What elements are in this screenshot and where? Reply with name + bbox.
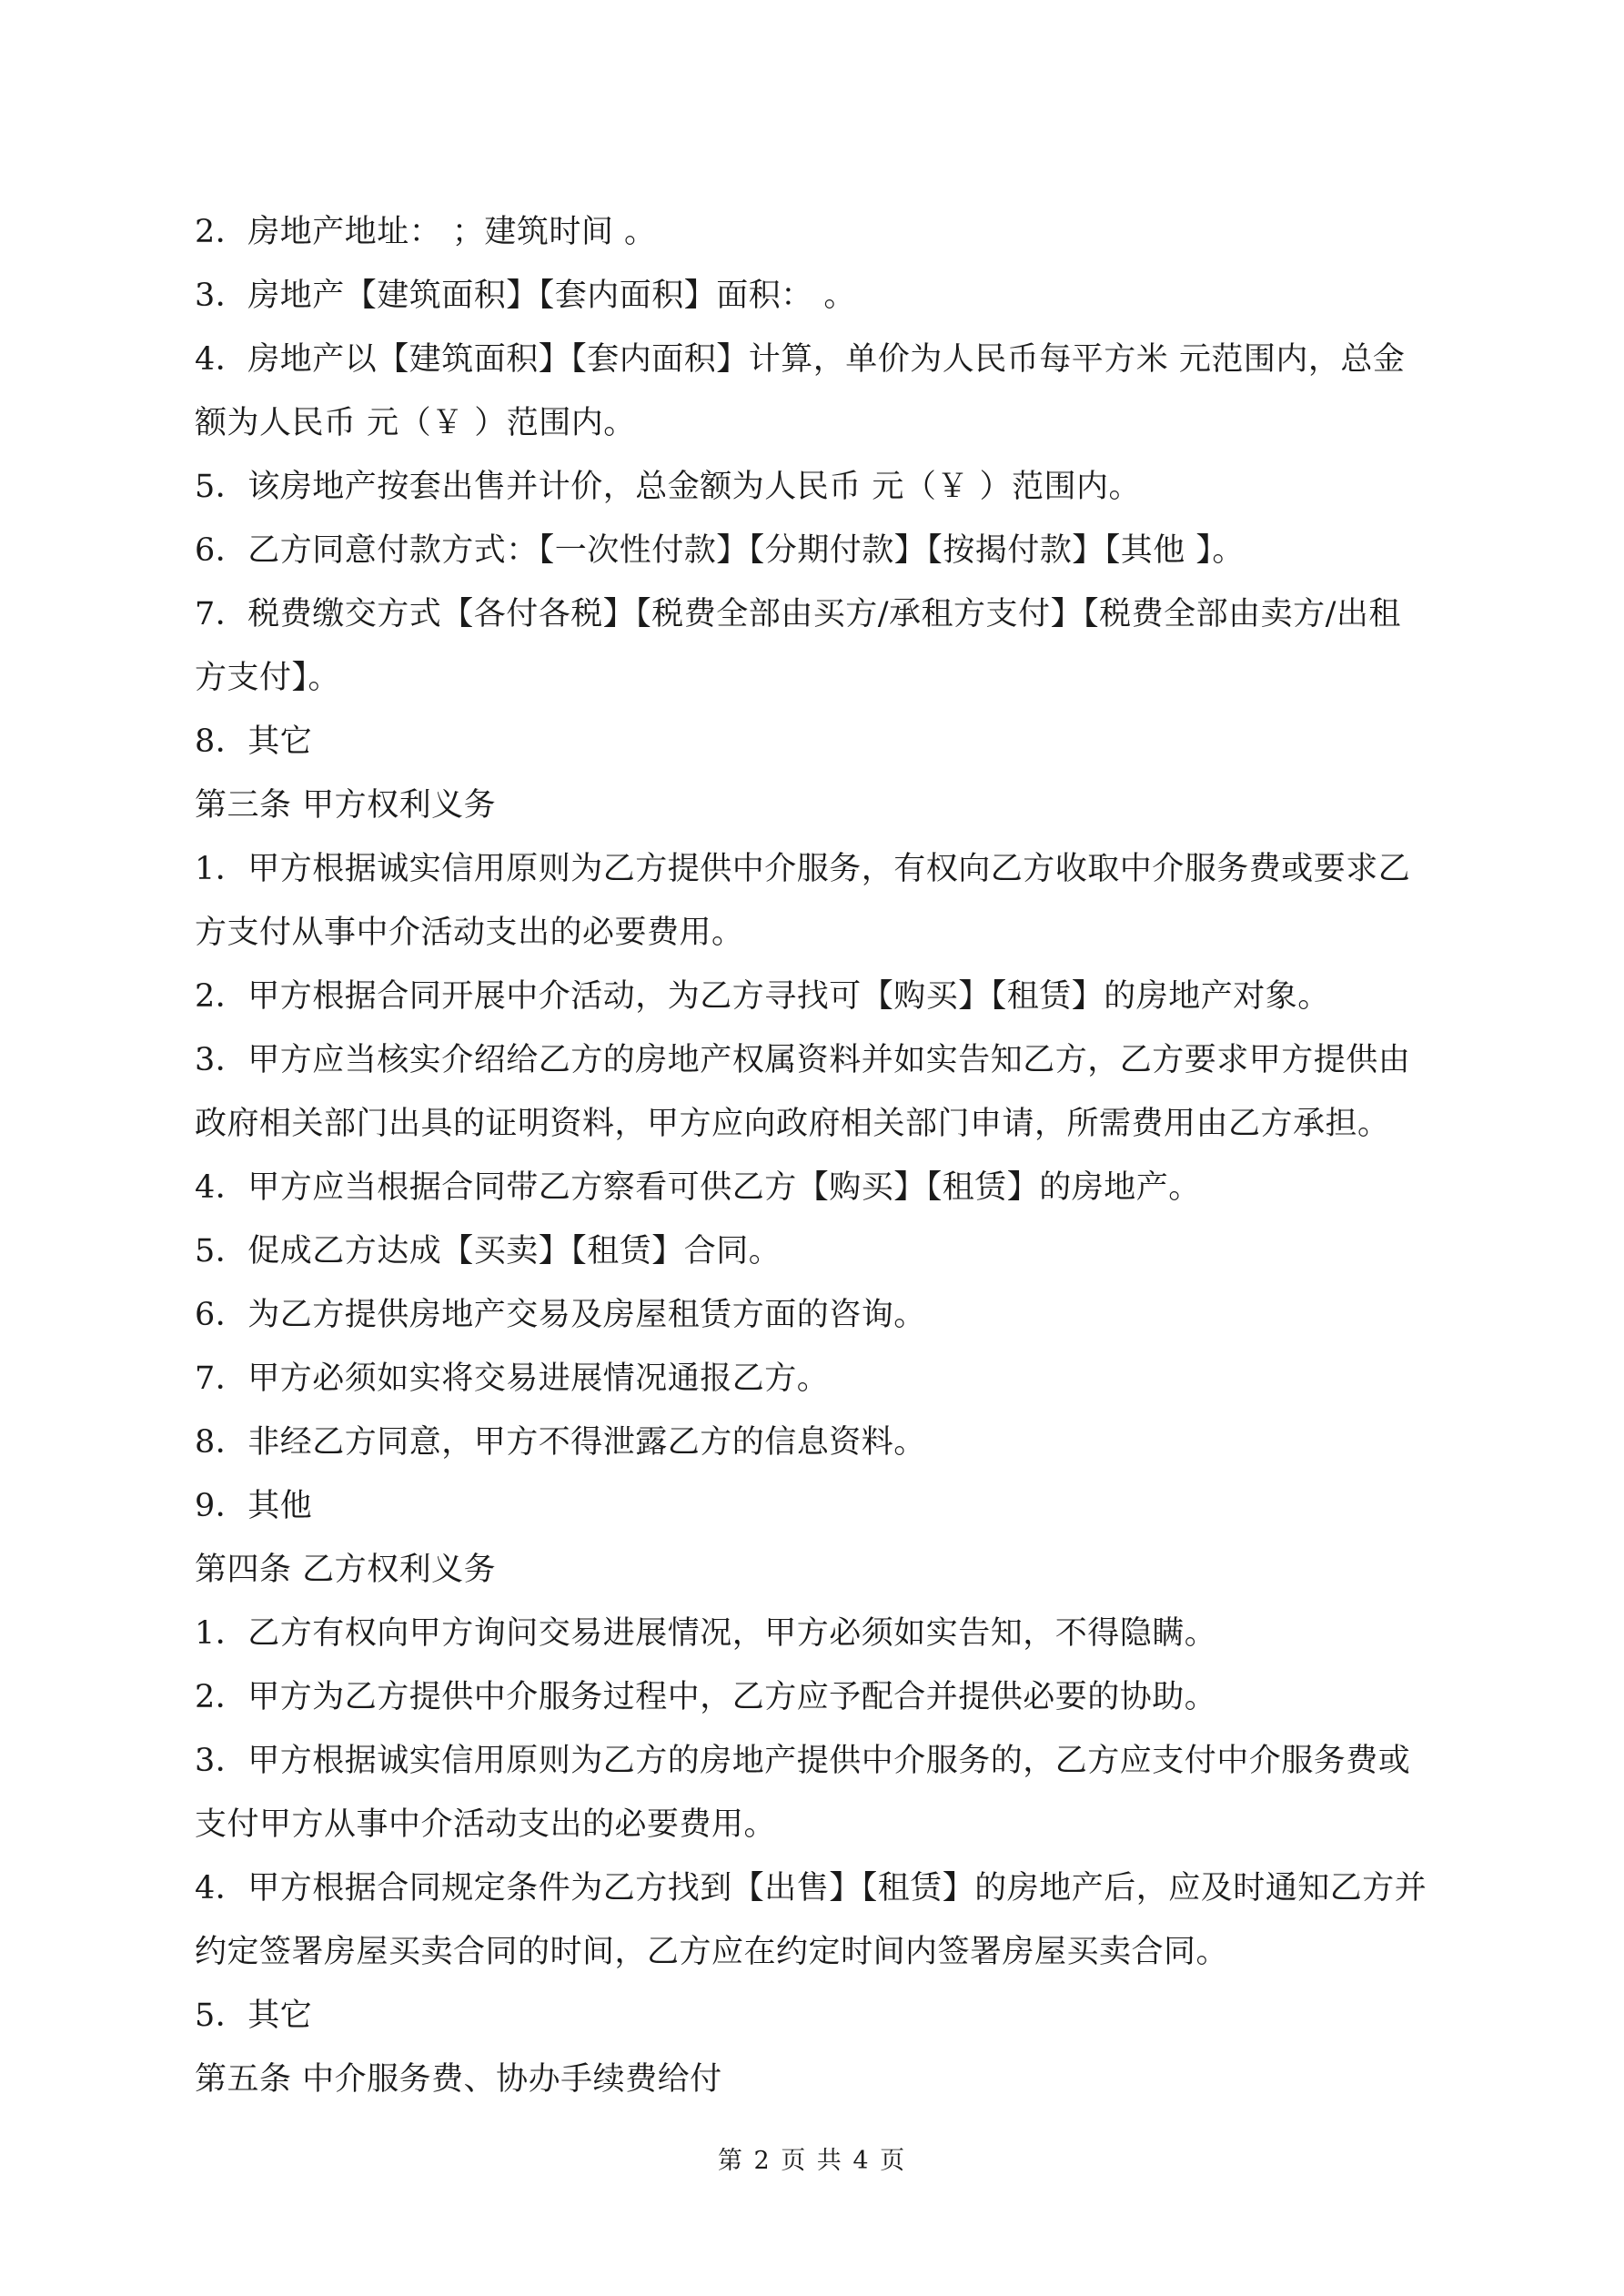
text-line: 1．乙方有权向甲方询问交易进展情况，甲方必须如实告知，不得隐瞒。	[195, 1615, 1217, 1652]
text-line: 5．促成乙方达成【买卖】【租赁】合同。	[195, 1233, 782, 1269]
text-line: 6．乙方同意付款方式：【一次性付款】【分期付款】【按揭付款】【其他 】。	[195, 532, 1245, 569]
text-line: 4．甲方应当根据合同带乙方察看可供乙方【购买】【租赁】的房地产。	[195, 1169, 1201, 1206]
text-line: 2．房地产地址： ；建筑时间 。	[195, 214, 657, 250]
text-line: 5．其它	[195, 1998, 313, 2034]
text-line: 3．房地产【建筑面积】【套内面积】面积： 。	[195, 278, 856, 314]
text-line: 约定签署房屋买卖合同的时间，乙方应在约定时间内签署房屋买卖合同。	[195, 1934, 1229, 1970]
text-line: 方支付】。	[195, 660, 341, 696]
text-line: 支付甲方从事中介活动支出的必要费用。	[195, 1806, 777, 1843]
text-line: 6．为乙方提供房地产交易及房屋租赁方面的咨询。	[195, 1297, 926, 1333]
text-line: 2．甲方为乙方提供中介服务过程中，乙方应予配合并提供必要的协助。	[195, 1679, 1217, 1715]
section-heading: 第三条 甲方权利义务	[195, 787, 497, 824]
text-line: 3．甲方根据诚实信用原则为乙方的房地产提供中介服务的，乙方应支付中介服务费或	[195, 1743, 1411, 1779]
section-heading: 第四条 乙方权利义务	[195, 1552, 497, 1588]
text-line: 政府相关部门出具的证明资料，甲方应向政府相关部门申请，所需费用由乙方承担。	[195, 1106, 1390, 1142]
text-line: 8．非经乙方同意，甲方不得泄露乙方的信息资料。	[195, 1424, 926, 1461]
text-line: 4．甲方根据合同规定条件为乙方找到【出售】【租赁】的房地产后，应及时通知乙方并	[195, 1870, 1427, 1907]
page-footer: 第 2 页 共 4 页	[717, 2147, 907, 2175]
text-line: 方支付从事中介活动支出的必要费用。	[195, 915, 744, 951]
text-line: 1．甲方根据诚实信用原则为乙方提供中介服务，有权向乙方收取中介服务费或要求乙	[195, 851, 1411, 887]
text-line: 5．该房地产按套出售并计价，总金额为人民币 元（￥ ）范围内。	[195, 469, 1142, 505]
text-line: 7．税费缴交方式【各付各税】【税费全部由买方/承租方支付】【税费全部由卖方/出租	[195, 596, 1401, 632]
section-heading: 第五条 中介服务费、协办手续费给付	[195, 2061, 722, 2098]
text-line: 4．房地产以【建筑面积】【套内面积】计算，单价为人民币每平方米 元范围内，总金	[195, 341, 1406, 378]
text-line: 额为人民币 元（￥ ）范围内。	[195, 405, 636, 441]
document-body	[195, 200, 1437, 2111]
text-line: 9．其他	[195, 1488, 313, 1524]
text-line: 2．甲方根据合同开展中介活动，为乙方寻找可【购买】【租赁】的房地产对象。	[195, 978, 1330, 1015]
text-line: 7．甲方必须如实将交易进展情况通报乙方。	[195, 1360, 830, 1397]
text-line: 3．甲方应当核实介绍给乙方的房地产权属资料并如实告知乙方，乙方要求甲方提供由	[195, 1042, 1411, 1078]
text-line: 8．其它	[195, 723, 313, 760]
